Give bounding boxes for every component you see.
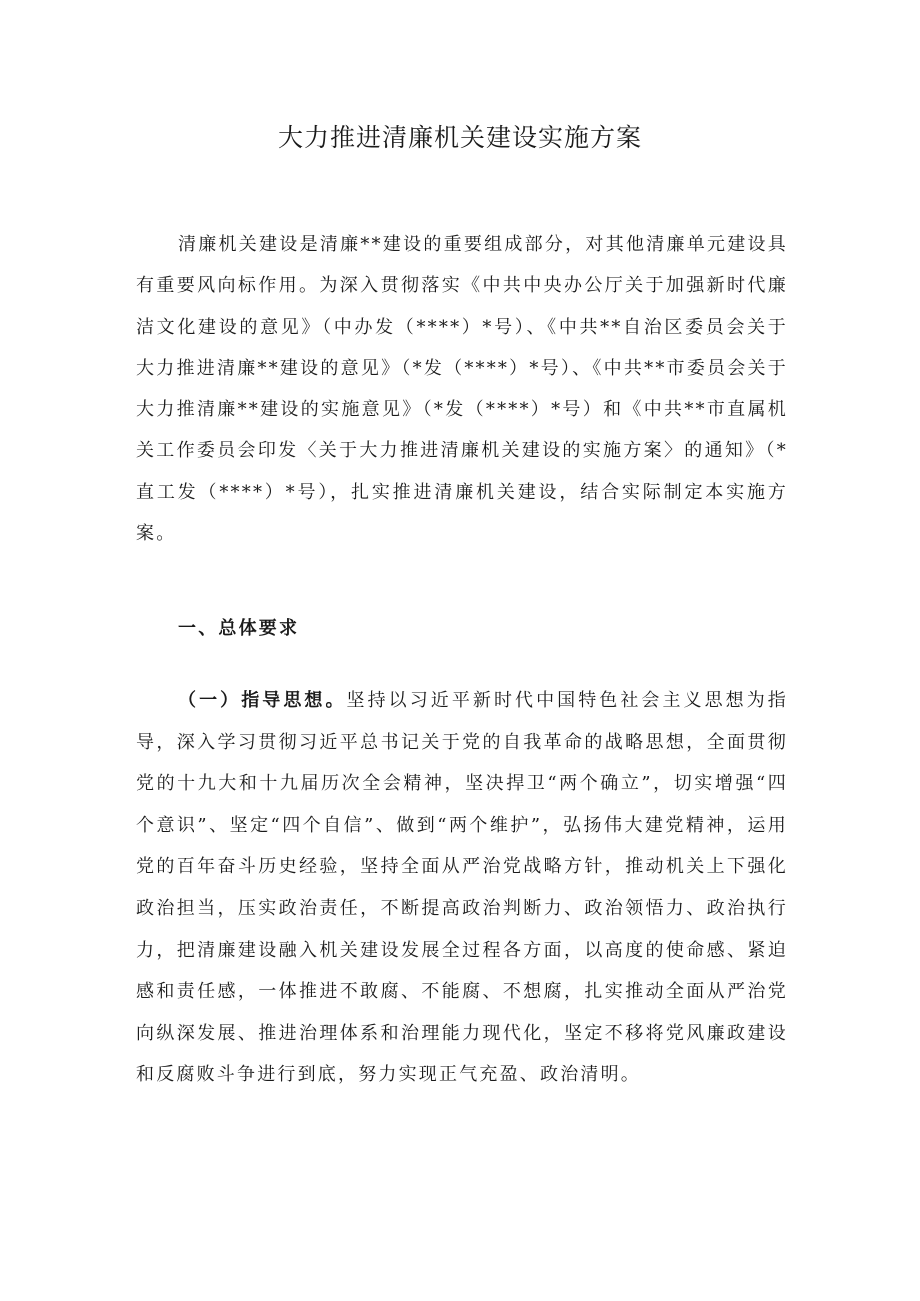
- document-title: 大力推进清廉机关建设实施方案: [277, 123, 642, 152]
- guiding-ideology-lead: （一）指导思想。: [178, 690, 347, 711]
- guiding-ideology-paragraph: [136, 680, 788, 1096]
- guiding-ideology-text: 坚持以习近平新时代中国特色社会主义思想为指导，深入学习贯彻习近平总书记关于党的自我革命的战略思想，全面贯彻党的十九大和十九届历次全会精神，坚决捍卫“两个确立”，切实增强“四个意识”、坚定“四个自信”、做到“两个维护”，弘扬伟大建党精神，运用党的百年奋斗历史经验，坚持全面从严治党战略方针，推动机关上下强化政治担当，压实政治责任，不断提高政治判断力、政治领悟力、政治执行力，把清廉建设融入机关建设发展全过程各方面，以高度的使命感、紧迫感和责任感，一体推进不敢腐、不能腐、不想腐，扎实推动全面从严治党向纵深发展、推进治理体系和治理能力现代化，坚定不移将党风廉政建设和反腐败斗争进行到底，努力实现正气充盈、政治清明。: [136, 690, 788, 1086]
- section-heading: 一、总体要求: [178, 618, 300, 639]
- intro-paragraph: 清廉机关建设是清廉**建设的重要组成部分，对其他清廉单元建设具有重要风向标作用。为深入贯彻落实《中共中央办公厅关于加强新时代廉洁文化建设的意见》（中办发（****）*号）、《中共**自治区委员会关于大力推进清廉**建设的意见》（*发（****）*号）、《中共**市委员会关于大力推清廉**建设的实施意见》（*发（****）*号）和《中共**市直属机关工作委员会印发〈关于大力推进清廉机关建设的实施方案〉的通知》（*直工发（****）*号），扎实推进清廉机关建设，结合实际制定本实施方案。: [136, 234, 788, 545]
